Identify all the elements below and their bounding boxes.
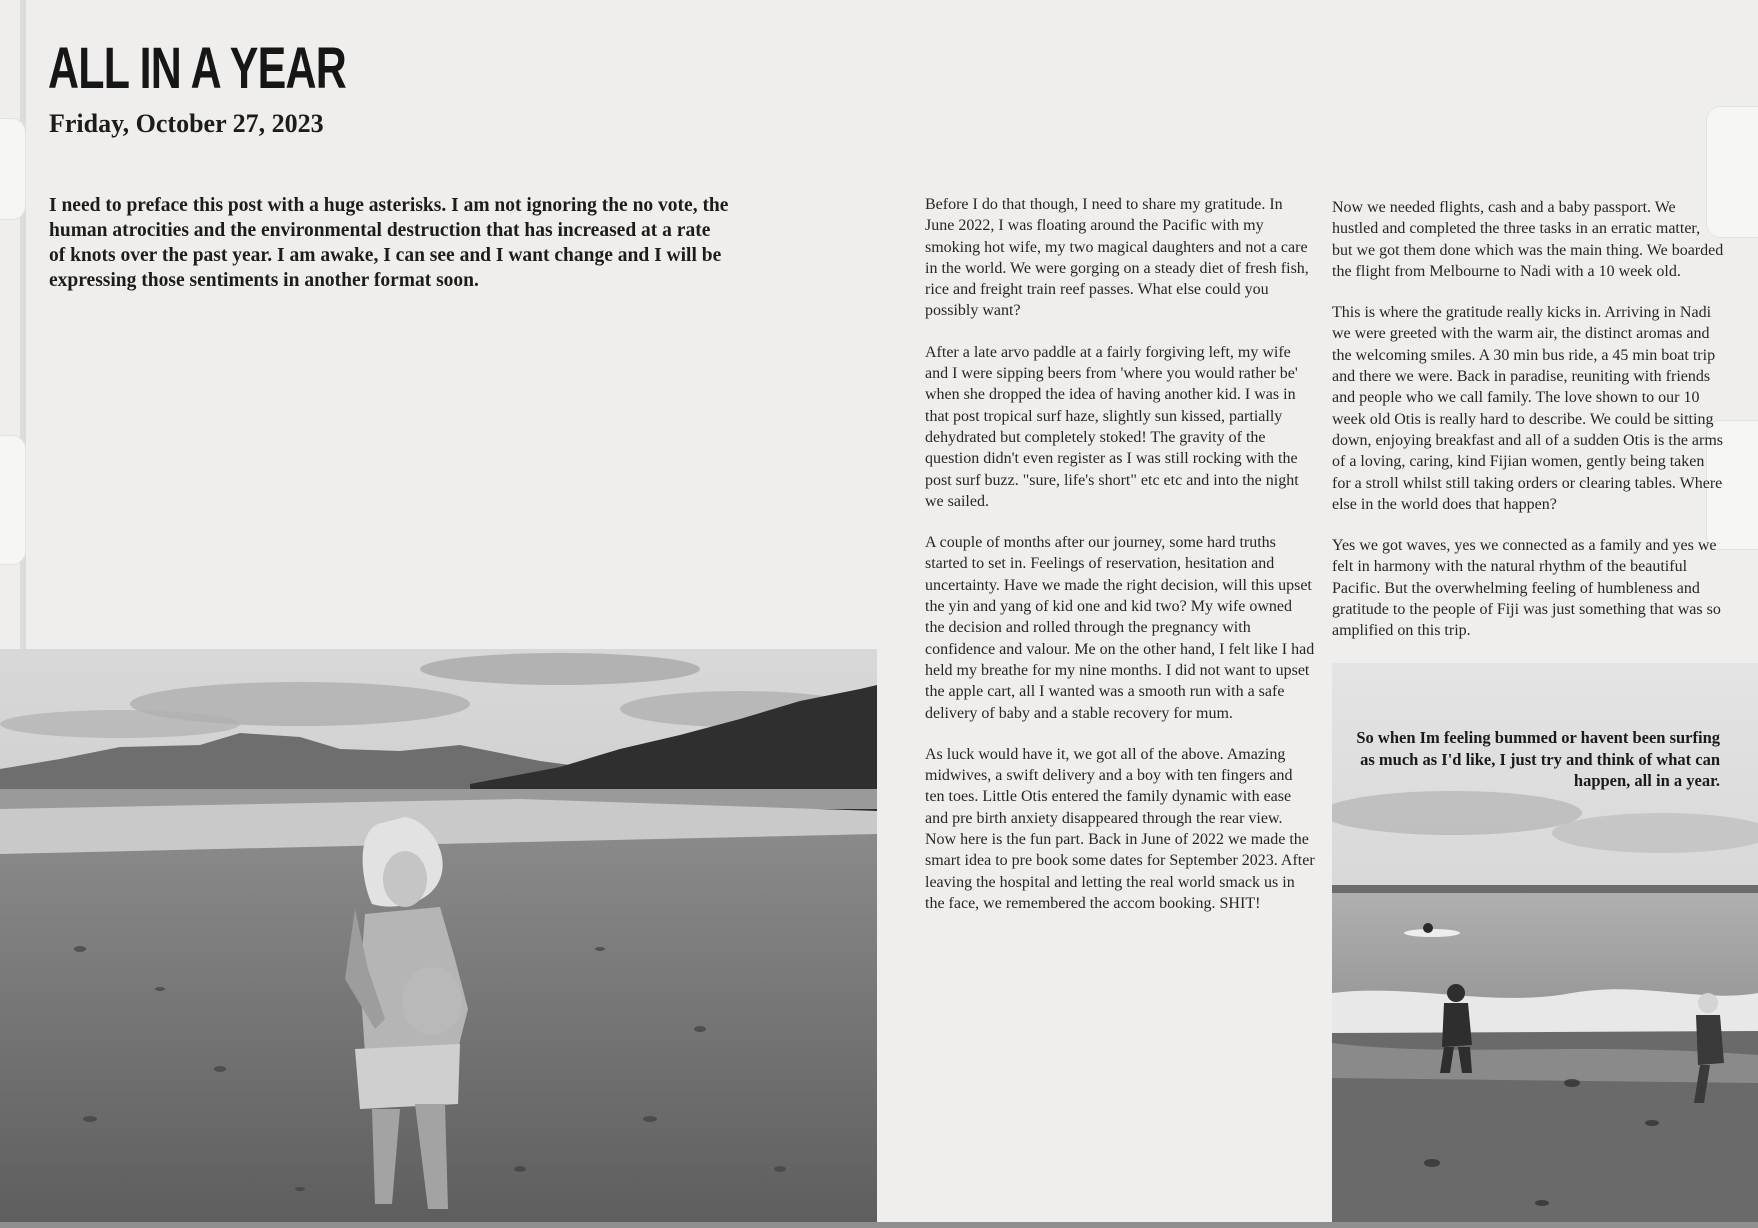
article-column-2	[1332, 197, 1724, 662]
bottom-rule	[0, 1222, 1758, 1228]
closing-quote: So when Im feeling bummed or havent been surfing as much as I'd like, I just try and think of what can happen, all in a year.	[1356, 728, 1720, 790]
article-title: ALL IN A YEAR	[48, 36, 347, 101]
article-paragraph: A couple of months after our journey, some hard truths started to set in. Feelings of reservation, hesitation and uncertainty. Have we made the right decision, will this upset the yin and yang of kid one and kid two? My wife owned the decision and rolled through the pregnancy with confidence and valour. Me on the other hand, I felt like I had held my breathe for my nine months. I did not want to upset the apple cart, all I wanted was a smooth run with a safe delivery of baby and a stable recovery for mum.	[925, 534, 1315, 722]
article-paragraph: After a late arvo paddle at a fairly forgiving left, my wife and I were sipping beers from 'where you would rather be' when she dropped the idea of having another kid. I was in that post tropical surf haze, slightly sun kissed, partially dehydrated but completely stoked! The gravity of the question didn't even register as I was still rocking with the post surf buzz. "sure, life's short" etc etc and into the night we sailed.	[925, 343, 1299, 510]
article-paragraph: Before I do that though, I need to share my gratitude. In June 2022, I was floating around the Pacific with my smoking hot wife, my two magical daughters and not a care in the world. We were gorging on a steady diet of fresh fish, rice and freight train reef passes. What else could you possibly want?	[925, 196, 1309, 320]
page-tab	[0, 435, 26, 565]
article-paragraph: Yes we got waves, yes we connected as a family and yes we felt in harmony with the natural rhythm of the beautiful Pacific. But the overwhelming feeling of humbleness and gratitude to the people of Fiji was just something that was so amplified on this trip.	[1332, 537, 1721, 640]
beach-photo	[0, 649, 877, 1222]
article-date: Friday, October 27, 2023	[49, 109, 324, 138]
article-paragraph: As luck would have it, we got all of the above. Amazing midwives, a swift delivery and a boy with ten fingers and ten toes. Little Otis entered the family dynamic with ease and pre birth anxiety disappeared through the rear view. Now here is the fun part. Back in June of 2022 we made the smart idea to pre book some dates for September 2023. After leaving the hospital and letting the real world smack us in the face, we remembered the accom booking. SHIT!	[925, 745, 1315, 912]
article-column-1	[925, 194, 1315, 934]
article-paragraph: This is where the gratitude really kicks in. Arriving in Nadi we were greeted with the warm air, the distinct aromas and the welcoming smiles. A 30 min bus ride, a 45 min boat trip and there we were. Back in paradise, reuniting with friends and people who we call family. The love shown to our 10 week old Otis is really hard to describe. We could be sitting down, enjoying breakfast and all of a sudden Otis is the arms of a loving, caring, kind Fijian women, gently being taken for a stroll whilst still taking orders or clearing tables. Where else in the world does that happen?	[1332, 304, 1724, 513]
article-intro: I need to preface this post with a huge asterisks. I am not ignoring the no vote, the human atrocities and the environmental destruction that has increased at a rate of knots over the past year. I am awake, I can see and I want change and I will be expressing those sentiments in another format soon.	[49, 195, 729, 291]
page-tab	[0, 118, 26, 220]
article-paragraph: Now we needed flights, cash and a baby passport. We hustled and completed the three tasks in an erratic matter, but we got them done which was the main thing. We boarded the flight from Melbourne to Nadi with a 10 week old.	[1332, 199, 1724, 280]
